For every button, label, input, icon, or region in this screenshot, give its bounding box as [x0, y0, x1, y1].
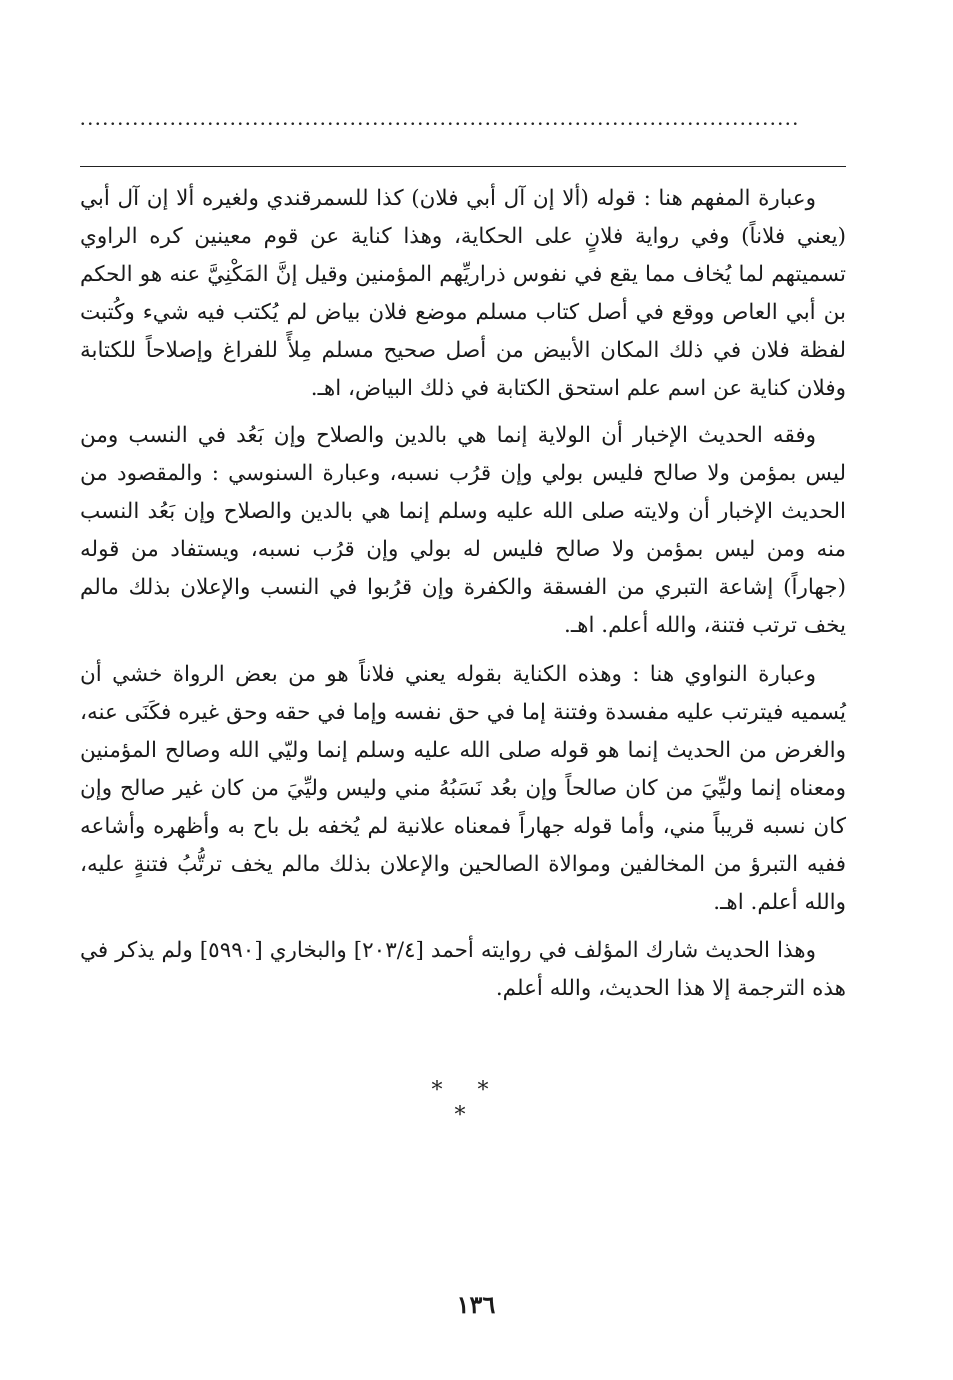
- paragraph-mufhim: وعبارة المفهم هنا : قوله (ألا إن آل أبي فلان) كذا للسمرقندي ولغيره ألا إن آل أبي (يعني فلاناً) وفي رواية فلانٍ على الحكاية، وهذا كناية عن قوم معينين كره الراوي تسميتهم لما يُخاف مما يقع في نفوس ذراريِّهم المؤمنين وقيل إنَّ المَكْنِيَّ عنه هو الحكم بن أبي العاص ووقع في أصل كتاب مسلم موضع فلان بياض لم يُكتب فيه شيء وكُتبت لفظة فلان في ذلك المكان الأبيض من أصل صحيح مسلم مِلأً للفراغ وإصلاحاً للكتابة وفلان كناية عن اسم علم استحق الكتابة في ذلك البياض، اهـ.: [80, 186, 846, 401]
- paragraph-takhrij: وهذا الحديث شارك المؤلف في روايته أحمد [٢٠٣/٤] والبخاري [٥٩٩٠] ولم يذكر في هذه الترجمة إلا هذا الحديث، والله أعلم.: [80, 938, 846, 1001]
- section-separator-stars: * * *: [431, 1078, 503, 1128]
- header-rule: [80, 166, 846, 167]
- paragraph-nawawi: وعبارة النواوي هنا : وهذه الكناية بقوله يعني فلاناً هو من بعض الرواة خشي أن يُسميه فيترتب عليه مفسدة وفتنة إما في حق نفسه وإما في حقه وحق غيره فكَنَى عنه، والغرض من الحديث إنما هو قوله صلى الله عليه وسلم إنما وليّي الله وصالح المؤمنين ومعناه إنما وليِّيَ من كان صالحاً وإن بعُد نَسَبُهُ مني وليس وليِّيَ من كان غير صالح وإن كان نسبه قريباً مني، وأما قوله جهاراً فمعناه علانية لم يُخفه بل باح به وأظهره وأشاعه ففيه التبرؤ من المخالفين وموالاة الصالحين والإعلان بذلك مالم يخف ترتُّبُ فتنةٍ عليه، والله أعلم. اهـ.: [80, 662, 846, 915]
- main-text: [80, 180, 846, 1008]
- paragraph-fiqh-hadith: وفقه الحديث الإخبار أن الولاية إنما هي بالدين والصلاح وإن بَعُد في النسب ومن ليس بمؤمن ولا صالح فليس بولي وإن قرُب نسبه، وعبارة السنوسي : والمقصود من الحديث الإخبار أن ولايته صلى الله عليه وسلم إنما هي بالدين والصلاح وإن بَعُد النسب منه ومن ليس بمؤمن ولا صالح فليس له بولي وإن قرُب نسبه، ويستفاد من قوله (جهاراً) إشاعة التبري من الفسقة والكفرة وإن قرُبوا في النسب والإعلان بذلك مالم يخف ترتب فتنة، والله أعلم. اهـ.: [80, 423, 846, 638]
- dotted-leader-line: ................................................................................................: [80, 106, 800, 130]
- page-number: ١٣٦: [456, 1290, 496, 1319]
